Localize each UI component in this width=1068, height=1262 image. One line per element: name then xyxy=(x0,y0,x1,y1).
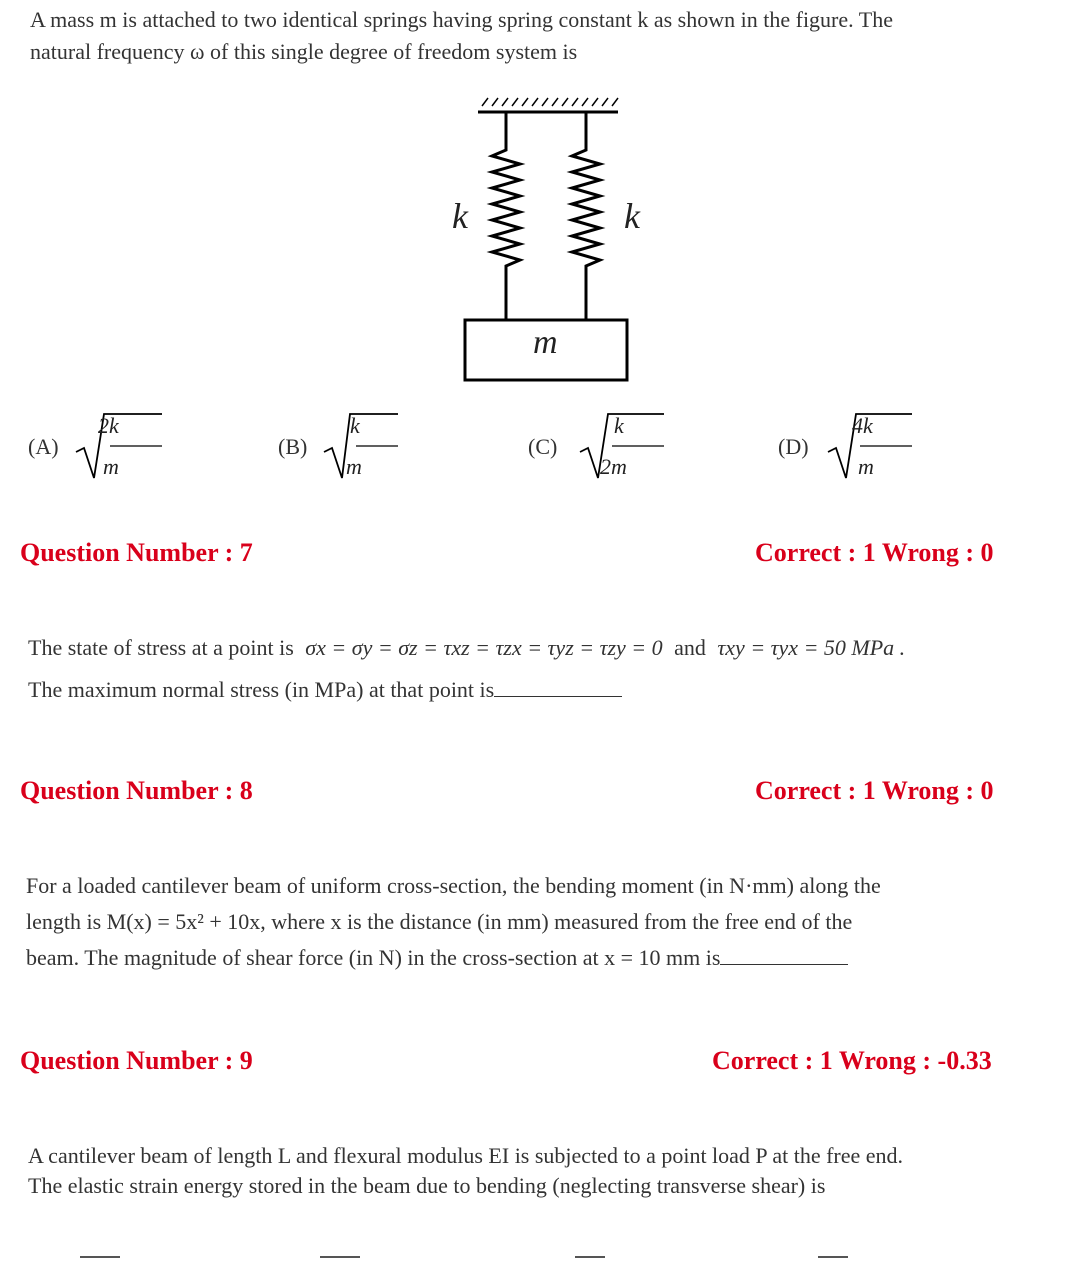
q6-text-line1: A mass m is attached to two identical springs having spring constant k as shown in the figure. The xyxy=(30,7,893,32)
q6-text-line2: natural frequency ω of this single degree of freedom system is xyxy=(30,39,578,64)
option-d-label: (D) xyxy=(778,434,809,459)
option-a-denominator: m xyxy=(103,454,119,479)
option-a-numerator: 2k xyxy=(98,413,119,438)
score-8: Correct : 1 Wrong : 0 xyxy=(755,776,994,805)
q7-line2-text: The maximum normal stress (in MPa) at that point is xyxy=(28,677,495,702)
clipped-option-fragment xyxy=(818,1256,848,1260)
q9-line2: The elastic strain energy stored in the beam due to bending (neglecting transverse shear) is xyxy=(28,1173,826,1198)
sqrt-sign xyxy=(322,408,402,482)
q8-line3-text: beam. The magnitude of shear force (in N) in the cross-section at x = 10 mm is xyxy=(26,945,721,970)
q7-line1-and: and xyxy=(674,635,706,660)
q7-line1 xyxy=(28,632,905,664)
answer-blank[interactable] xyxy=(494,678,622,697)
clipped-option-fragment xyxy=(575,1256,605,1260)
question-number-9: Question Number : 9 xyxy=(20,1046,253,1075)
option-c-label: (C) xyxy=(528,434,558,459)
left-spring xyxy=(492,112,520,320)
option-b-label: (B) xyxy=(278,434,308,459)
q8-line1: For a loaded cantilever beam of uniform cross-section, the bending moment (in N·mm) along the xyxy=(26,873,881,898)
option-b-numerator: k xyxy=(350,413,360,438)
option-b-denominator: m xyxy=(346,454,362,479)
option-a-label: (A) xyxy=(28,434,59,459)
clipped-option-fragment xyxy=(80,1256,120,1260)
mass-label: m xyxy=(533,324,558,361)
question-number-7: Question Number : 7 xyxy=(20,538,253,567)
score-7: Correct : 1 Wrong : 0 xyxy=(755,538,994,567)
right-spring xyxy=(572,112,600,320)
q9-line1: A cantilever beam of length L and flexural modulus EI is subjected to a point load P at the free end. xyxy=(28,1143,904,1168)
option-c-denominator: 2m xyxy=(600,454,627,479)
question-number-8: Question Number : 8 xyxy=(20,776,253,805)
option-d-denominator: m xyxy=(858,454,874,479)
clipped-option-fragment xyxy=(320,1256,360,1260)
q7-line1-eq: σx = σy = σz = τxz = τzx = τyz = τzy = 0 xyxy=(305,635,663,660)
answer-blank[interactable] xyxy=(720,946,848,965)
q8-line3 xyxy=(26,942,848,974)
q8-line2: length is M(x) = 5x² + 10x, where x is the distance (in mm) measured from the free end of the xyxy=(26,909,853,934)
score-9: Correct : 1 Wrong : -0.33 xyxy=(712,1046,992,1075)
option-c-numerator: k xyxy=(614,413,624,438)
q7-line1-eq2: τxy = τyx = 50 MPa . xyxy=(717,635,906,660)
spring-left-label: k xyxy=(452,196,468,236)
q7-line1-prefix: The state of stress at a point is xyxy=(28,635,294,660)
option-d-numerator: 4k xyxy=(852,413,873,438)
sqrt-sign xyxy=(74,408,164,482)
spring-right-label: k xyxy=(624,196,640,236)
q7-line2 xyxy=(28,674,622,706)
